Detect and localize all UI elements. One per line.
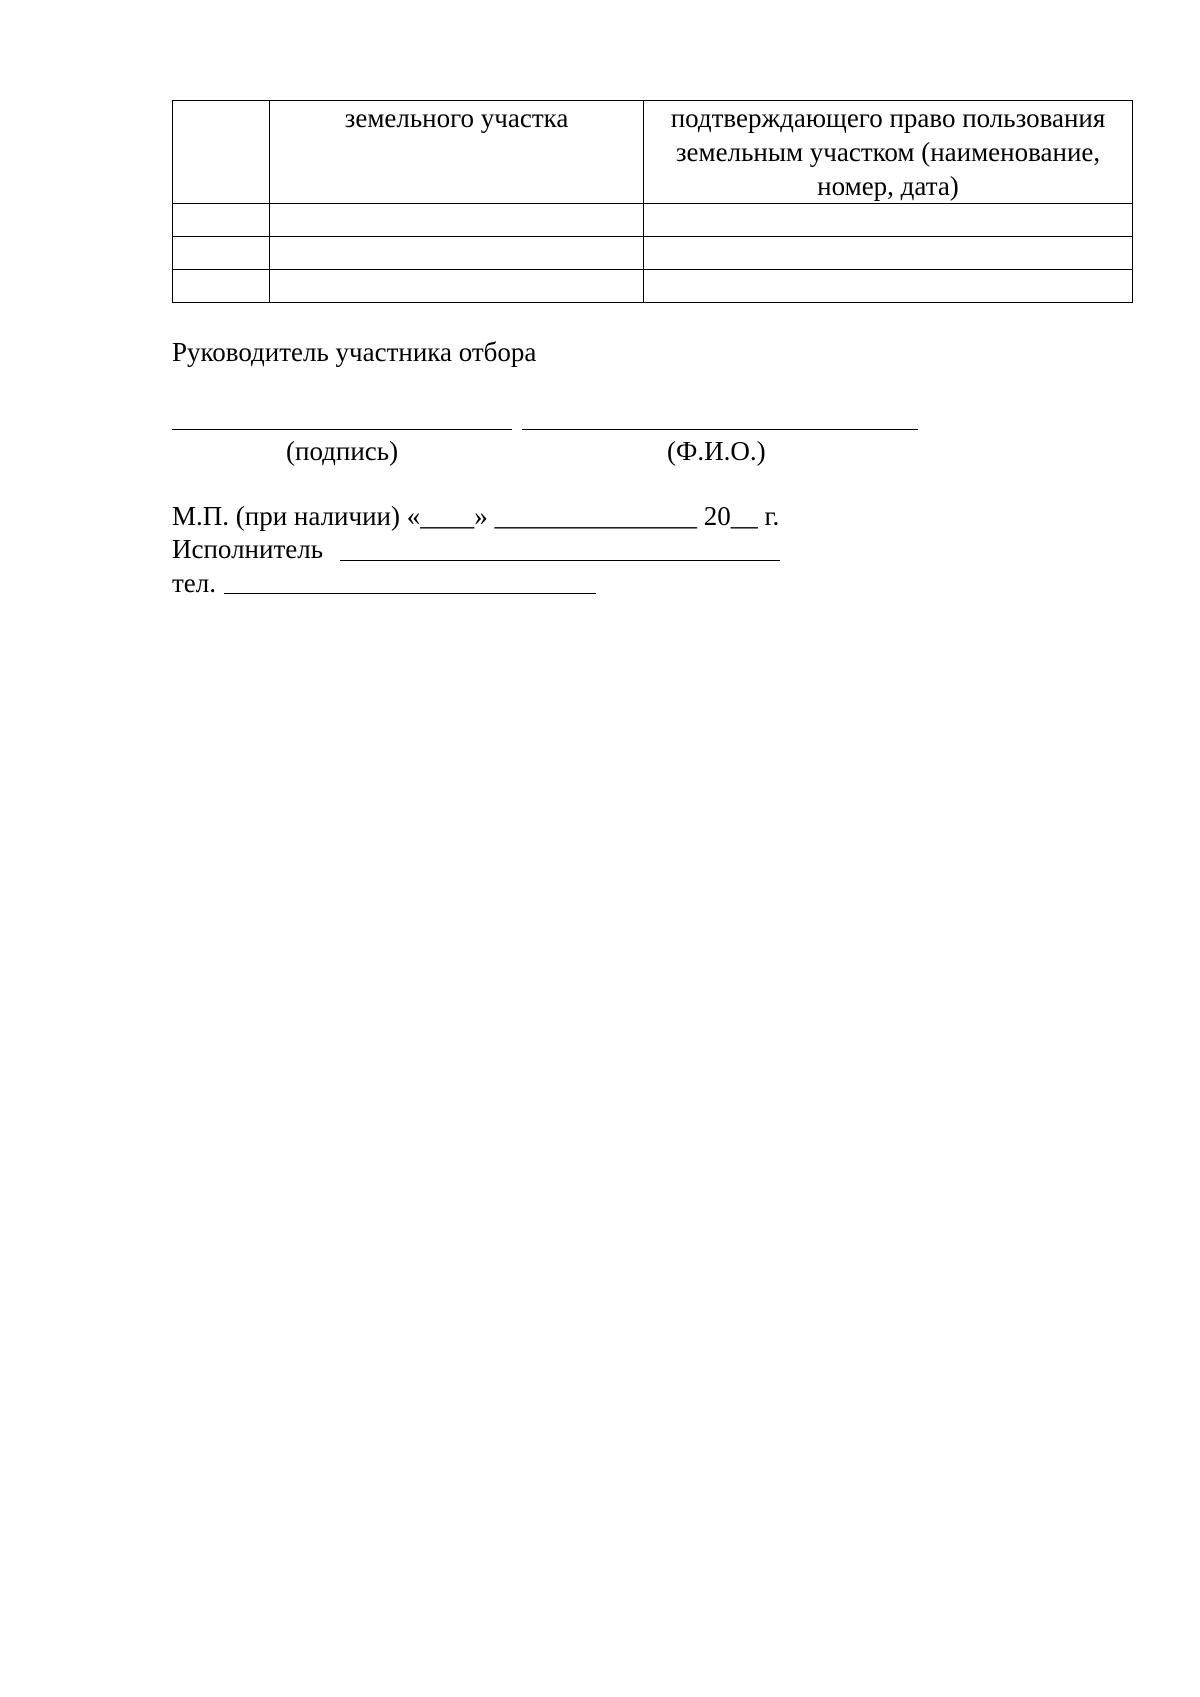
table-row [173,237,1133,270]
table-cell[interactable] [270,237,644,270]
table-cell[interactable] [173,270,270,303]
executor-line[interactable] [340,560,780,561]
table-cell[interactable] [173,204,270,237]
signature-line[interactable] [172,429,512,430]
name-line[interactable] [522,429,918,430]
table-header-row [173,101,1133,204]
table-cell[interactable] [644,204,1133,237]
executor-label: Исполнитель [172,534,324,564]
table-cell[interactable] [644,237,1133,270]
name-caption: (Ф.И.О.) [667,436,766,466]
table-header-cell-land-plot: земельного участка [270,101,644,204]
table-cell[interactable] [173,237,270,270]
signature-caption: (подпись) [286,436,399,466]
table-cell[interactable] [270,204,644,237]
table-cell[interactable] [270,270,644,303]
table-row [173,204,1133,237]
head-label: Руководитель участника отбора [172,337,537,367]
phone-line[interactable] [224,593,596,594]
table-header-cell-document: подтверждающего право пользования земельным участком (наименование, номер, дата) [644,101,1133,204]
table-header-cell-number [173,101,270,204]
stamp-date-line: М.П. (при наличии) «____» _______________ 20__ г. [172,501,780,531]
table-row [173,270,1133,303]
table-cell[interactable] [644,270,1133,303]
land-plots-table [172,100,1133,303]
phone-label: тел. [172,568,217,598]
